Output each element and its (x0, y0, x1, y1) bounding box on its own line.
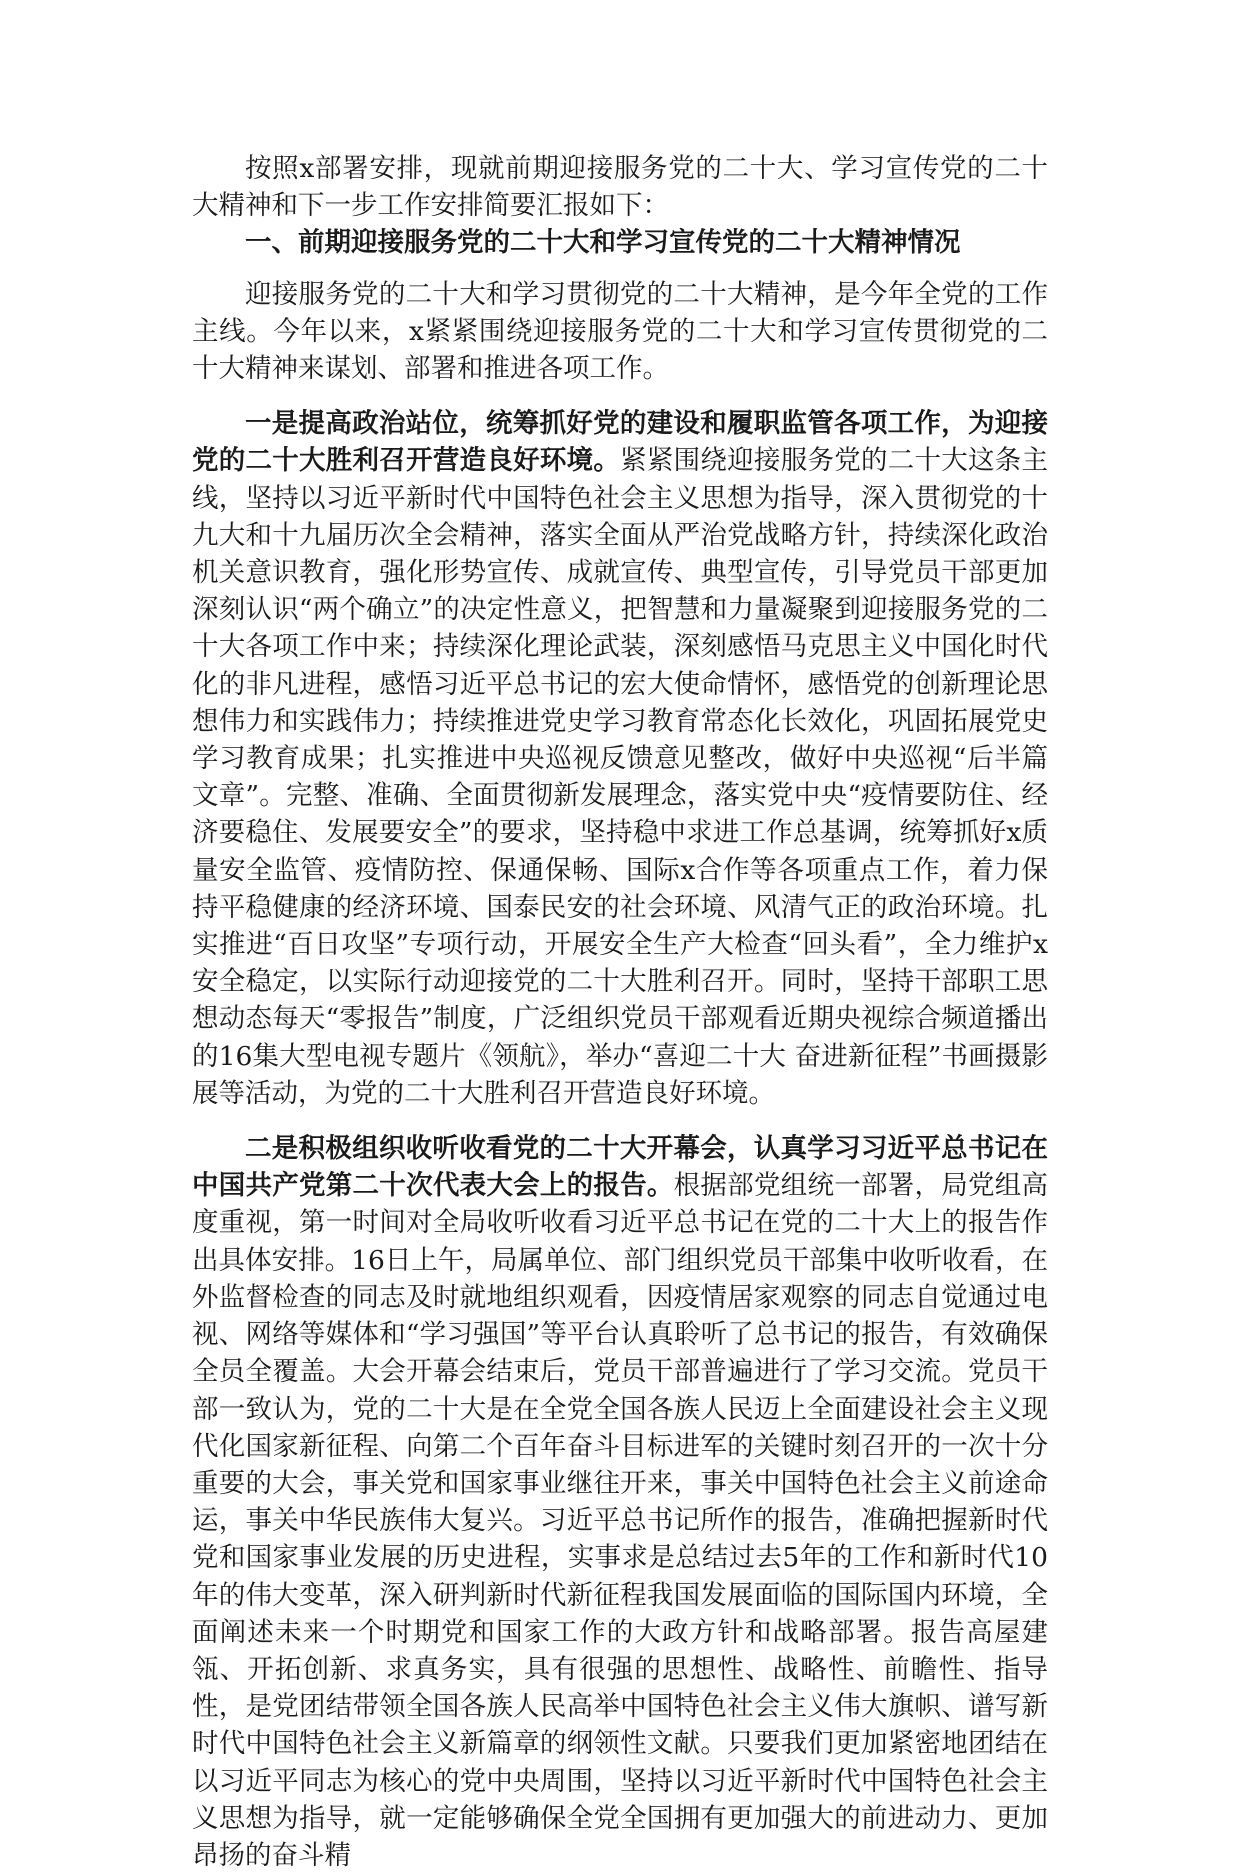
item-1-body: 紧紧围绕迎接服务党的二十大这条主线，坚持以习近平新时代中国特色社会主义思想为指导，深入贯彻党的十九大和十九届历次全会精神，落实全面从严治党战略方针，持续深化政治机关意识教育，强化形势宣传、成就宣传、典型宣传，引导党员干部更加深刻认识“两个确立”的决定性意义，把智慧和力量凝聚到迎接服务党的二十大各项工作中来；持续深化理论武装，深刻感悟马克思主义中国化时代化的非凡进程，感悟习近平总书记的宏大使命情怀，感悟党的创新理论思想伟力和实践伟力；持续推进党史学习教育常态化长效化，巩固拓展党史学习教育成果；扎实推进中央巡视反馈意见整改，做好中央巡视“后半篇文章”。完整、准确、全面贯彻新发展理念，落实党中央“疫情要防住、经济要稳住、发展要安全”的要求，坚持稳中求进工作总基调，统筹抓好x质量安全监管、疫情防控、保通保畅、国际x合作等各项重点工作，着力保持平稳健康的经济环境、国泰民安的社会环境、风清气正的政治环境。扎实推进“百日攻坚”专项行动，开展安全生产大检查“回头看”，全力维护x安全稳定，以实际行动迎接党的二十大胜利召开。同时，坚持干部职工思想动态每天“零报告”制度，广泛组织党员干部观看近期央视综合频道播出的16集大型电视专题片《领航》，举办“喜迎二十大 奋进新征程”书画摄影展等活动，为党的二十大胜利召开营造良好环境。 (192, 445, 1049, 1109)
document-page (192, 150, 1048, 1874)
item-1-paragraph (192, 405, 1048, 1112)
intro-paragraph: 按照x部署安排，现就前期迎接服务党的二十大、学习宣传党的二十大精神和下一步工作安排简要汇报如下： (192, 153, 1048, 222)
section-1-paragraph: 迎接服务党的二十大和学习贯彻党的二十大精神，是今年全党的工作主线。今年以来，x紧紧围绕迎接服务党的二十大和学习宣传贯彻党的二十大精神来谋划、部署和推进各项工作。 (192, 278, 1048, 385)
section-heading-1: 一、前期迎接服务党的二十大和学习宣传党的二十大精神情况 (245, 227, 961, 259)
item-2-paragraph (192, 1130, 1048, 1874)
item-2-body: 根据部党组统一部署，局党组高度重视，第一时间对全局收听收看习近平总书记在党的二十大上的报告作出具体安排。16日上午，局属单位、部门组织党员干部集中收听收看，在外监督检查的同志及时就地组织观看，因疫情居家观察的同志自觉通过电视、网络等媒体和“学习强国”等平台认真聆听了总书记的报告，有效确保全员全覆盖。大会开幕会结束后，党员干部普遍进行了学习交流。党员干部一致认为，党的二十大是在全党全国各族人民迈上全面建设社会主义现代化国家新征程、向第二个百年奋斗目标进军的关键时刻召开的一次十分重要的大会，事关党和国家事业继往开来，事关中国特色社会主义前途命运，事关中华民族伟大复兴。习近平总书记所作的报告，准确把握新时代党和国家事业发展的历史进程，实事求是总结过去5年的工作和新时代10年的伟大变革，深入研判新时代新征程我国发展面临的国际国内环境，全面阐述未来一个时期党和国家工作的大政方针和战略部署。报告高屋建瓴、开拓创新、求真务实，具有很强的思想性、战略性、前瞻性、指导性，是党团结带领全国各族人民高举中国特色社会主义伟大旗帜、谱写新时代中国特色社会主义新篇章的纲领性文献。只要我们更加紧密地团结在以习近平同志为核心的党中央周围，坚持以习近平新时代中国特色社会主义思想为指导，就一定能够确保全党全国拥有更加强大的前进动力、更加昂扬的奋斗精 (192, 1170, 1049, 1871)
item-2-lead: 二是积极组织收听收看党的二十大开幕会，认真学习习近平总书记在中国共产党第二十次代表大会上的报告。 (192, 1133, 1048, 1202)
item-1-lead: 一是提高政治站位，统筹抓好党的建设和履职监管各项工作，为迎接党的二十大胜利召开营造良好环境。 (192, 408, 1048, 477)
